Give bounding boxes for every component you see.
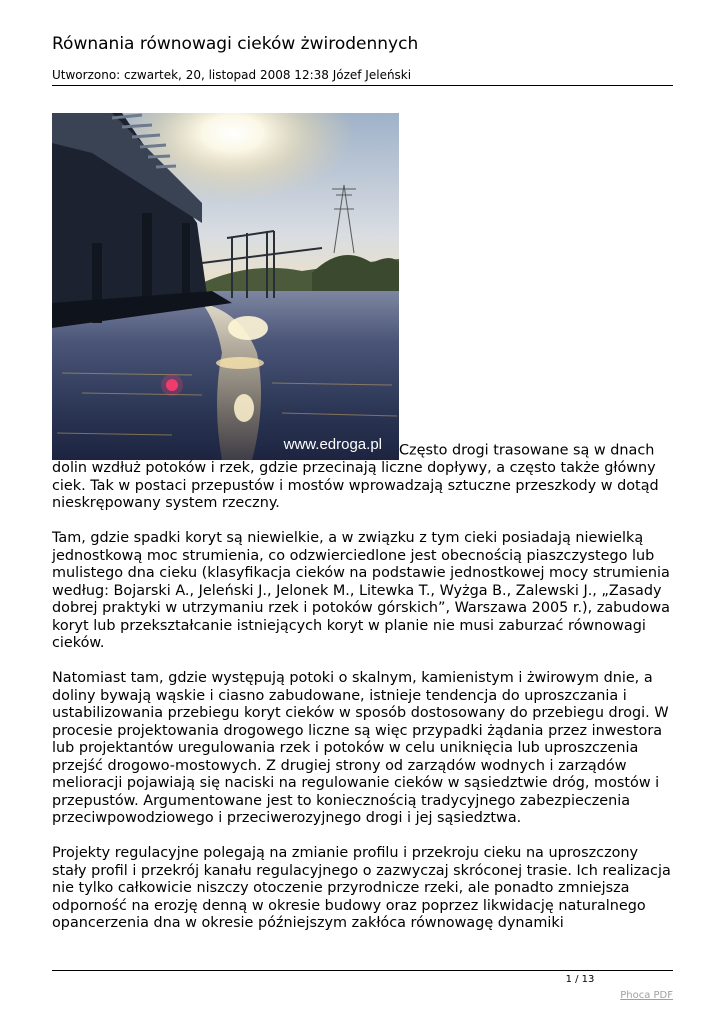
footer-divider [52, 970, 673, 971]
paragraph-1 [52, 113, 676, 513]
photo-watermark: www.edroga.pl [283, 436, 382, 453]
header-divider [52, 85, 673, 86]
page-number: 1 / 13 [565, 974, 595, 985]
paragraph-2: Tam, gdzie spadki koryt są niewielkie, a w związku z tym cieki posiadają niewielką jednostkową moc strumienia, co odzwierciedlone jest obecnością piaszczystego lub mulistego dna cieku (klasyfikacja cieków na podstawie jednostkowej mocy strumienia według: Bojarski A., Jeleński J., Jelonek M., Litewka T., Wyżga B., Zalewski J., „Zasady dobrej praktyki w utrzymaniu rzek i potoków górskich”, Warszawa 2005 r.), zabudowa koryt lub przekształcanie istniejących koryt w planie nie musi zaburzać równowagi cieków. [52, 530, 670, 651]
bridge-river-photo [52, 113, 399, 460]
page-title: Równania równowagi cieków żwirodennych [52, 34, 419, 54]
paragraph-3: Natomiast tam, gdzie występują potoki o skalnym, kamienistym i żwirowym dnie, a doliny bywają wąskie i ciasno zabudowane, istnieje tendencja do uproszczania i ustabilizowania przebiegu koryt cieków w sposób dostosowany do przebiegu drogi. W procesie projektowania drogowego liczne są więc przypadki żądania przez inwestora lub projektantów uregulowania rzek i potoków w celu uniknięcia lub uproszczenia przejść drogowo-mostowych. Z drugiej strony od zarządów wodnych i zarządów melioracji pojawiają się naciski na regulowanie cieków w sąsiedztwie dróg, mostów i przepustów. Argumentowane jest to koniecznością tradycyjnego zabezpieczenia przeciwpowodziowego i przeciwerozyjnego drogi i jej sąsiedztwa. [52, 670, 669, 826]
paragraph-4: Projekty regulacyjne polegają na zmianie profilu i przekroju cieku na uproszczony stały profil i przekrój kanału regulacyjnego o zazwyczaj skróconej trasie. Ich realizacja nie tylko całkowicie niszczy otoczenie przyrodnicze rzeki, ale ponadto zmniejsza odporność na erozję denną w okresie budowy oraz poprzez likwidację naturalnego opancerzenia dna w okresie późniejszym zakłóca równowagę dynamiki [52, 845, 671, 931]
phoca-pdf-link[interactable]: Phoca PDF [620, 990, 673, 1001]
bridge-river-photo-drawing [52, 113, 399, 460]
paragraph-1-text: Często drogi trasowane są w dnach dolin wzdłuż potoków i rzek, gdzie przecinają liczne dopływy, a często także główny ciek. Tak w postaci przepustów i mostów wprowadzają sztuczne przeszkody w dotąd nieskrępowany system rzeczny. [52, 442, 659, 511]
article-meta: Utworzono: czwartek, 20, listopad 2008 12:38 Józef Jeleński [52, 68, 412, 82]
article-body [52, 113, 676, 950]
